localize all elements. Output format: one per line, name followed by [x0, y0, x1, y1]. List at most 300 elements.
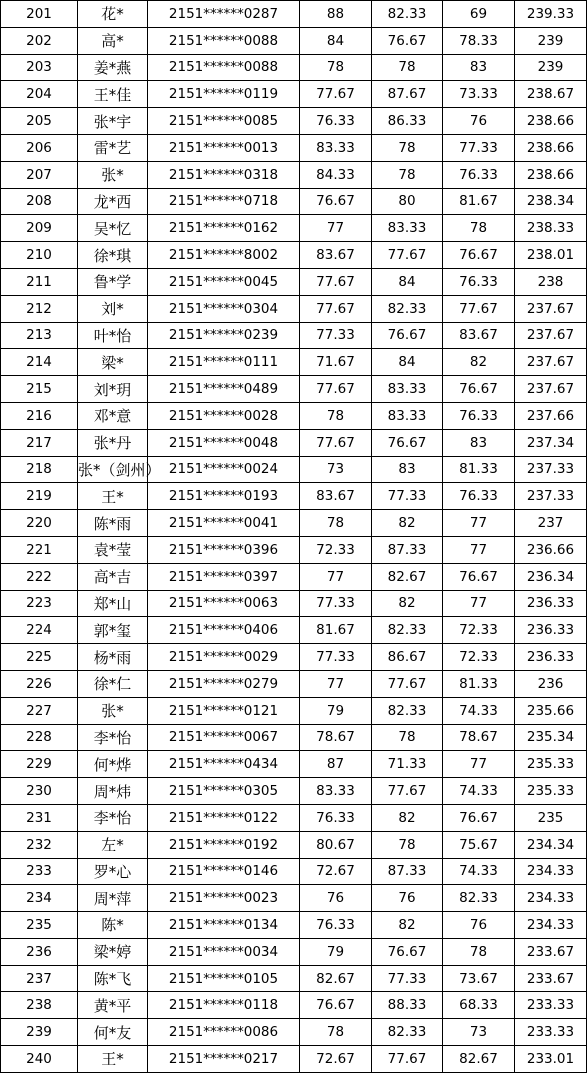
- score-2-cell: 77.33: [372, 965, 443, 992]
- id-cell: 2151******0122: [148, 804, 300, 831]
- score-3-cell: 76.67: [443, 563, 515, 590]
- score-3-cell: 78.67: [443, 724, 515, 751]
- table-row: [1, 617, 587, 644]
- name-cell: 邓*意: [78, 402, 148, 429]
- total-cell: 235.33: [515, 751, 587, 778]
- total-cell: 237.33: [515, 456, 587, 483]
- name-cell: 王*: [78, 1046, 148, 1073]
- score-3-cell: 76.33: [443, 402, 515, 429]
- name-cell: 郑*山: [78, 590, 148, 617]
- score-3-cell: 73.33: [443, 81, 515, 108]
- score-1-cell: 84: [300, 27, 372, 54]
- score-2-cell: 87.33: [372, 858, 443, 885]
- score-3-cell: 83.67: [443, 322, 515, 349]
- id-cell: 2151******0121: [148, 697, 300, 724]
- table-row: [1, 322, 587, 349]
- id-cell: 2151******0088: [148, 27, 300, 54]
- score-2-cell: 80: [372, 188, 443, 215]
- table-row: [1, 188, 587, 215]
- name-cell: 袁*莹: [78, 536, 148, 563]
- score-3-cell: 77.67: [443, 295, 515, 322]
- score-3-cell: 74.33: [443, 858, 515, 885]
- score-3-cell: 75.67: [443, 831, 515, 858]
- score-1-cell: 76.67: [300, 188, 372, 215]
- table-row: [1, 751, 587, 778]
- rank-cell: 236: [1, 938, 78, 965]
- table-row: [1, 590, 587, 617]
- total-cell: 238.34: [515, 188, 587, 215]
- score-1-cell: 77.67: [300, 268, 372, 295]
- rank-cell: 220: [1, 510, 78, 537]
- score-2-cell: 84: [372, 349, 443, 376]
- id-cell: 2151******0067: [148, 724, 300, 751]
- table-row: [1, 268, 587, 295]
- id-cell: 2151******0718: [148, 188, 300, 215]
- score-2-cell: 77.67: [372, 778, 443, 805]
- table-row: [1, 134, 587, 161]
- id-cell: 2151******0088: [148, 54, 300, 81]
- score-1-cell: 72.67: [300, 858, 372, 885]
- id-cell: 2151******0397: [148, 563, 300, 590]
- score-2-cell: 78: [372, 54, 443, 81]
- id-cell: 2151******0013: [148, 134, 300, 161]
- name-cell: 徐*琪: [78, 242, 148, 269]
- id-cell: 2151******0063: [148, 590, 300, 617]
- score-3-cell: 77: [443, 590, 515, 617]
- score-1-cell: 79: [300, 938, 372, 965]
- rank-cell: 223: [1, 590, 78, 617]
- score-1-cell: 84.33: [300, 161, 372, 188]
- score-3-cell: 78.33: [443, 27, 515, 54]
- name-cell: 梁*: [78, 349, 148, 376]
- total-cell: 236: [515, 670, 587, 697]
- rank-cell: 206: [1, 134, 78, 161]
- id-cell: 2151******0048: [148, 429, 300, 456]
- rank-cell: 231: [1, 804, 78, 831]
- name-cell: 徐*仁: [78, 670, 148, 697]
- score-1-cell: 76.33: [300, 804, 372, 831]
- score-2-cell: 82: [372, 510, 443, 537]
- name-cell: 陈*雨: [78, 510, 148, 537]
- rank-cell: 208: [1, 188, 78, 215]
- score-3-cell: 76.33: [443, 268, 515, 295]
- score-1-cell: 77.67: [300, 295, 372, 322]
- score-1-cell: 73: [300, 456, 372, 483]
- name-cell: 陈*飞: [78, 965, 148, 992]
- total-cell: 239.33: [515, 1, 587, 28]
- rank-cell: 203: [1, 54, 78, 81]
- total-cell: 233.67: [515, 938, 587, 965]
- score-1-cell: 72.67: [300, 1046, 372, 1073]
- total-cell: 234.34: [515, 831, 587, 858]
- total-cell: 237.34: [515, 429, 587, 456]
- table-row: [1, 1046, 587, 1073]
- name-cell: 杨*雨: [78, 644, 148, 671]
- total-cell: 235.33: [515, 778, 587, 805]
- name-cell: 左*: [78, 831, 148, 858]
- total-cell: 239: [515, 27, 587, 54]
- score-2-cell: 77.67: [372, 1046, 443, 1073]
- total-cell: 236.66: [515, 536, 587, 563]
- name-cell: 张*: [78, 697, 148, 724]
- score-1-cell: 83.33: [300, 778, 372, 805]
- score-3-cell: 68.33: [443, 992, 515, 1019]
- rank-cell: 217: [1, 429, 78, 456]
- name-cell: 姜*燕: [78, 54, 148, 81]
- score-1-cell: 83.67: [300, 483, 372, 510]
- score-3-cell: 77: [443, 751, 515, 778]
- rank-cell: 215: [1, 376, 78, 403]
- name-cell: 刘*: [78, 295, 148, 322]
- score-2-cell: 71.33: [372, 751, 443, 778]
- score-2-cell: 83.33: [372, 402, 443, 429]
- table-row: [1, 536, 587, 563]
- rank-cell: 228: [1, 724, 78, 751]
- table-row: [1, 376, 587, 403]
- id-cell: 2151******0434: [148, 751, 300, 778]
- id-cell: 2151******0119: [148, 81, 300, 108]
- table-row: [1, 885, 587, 912]
- score-3-cell: 76.67: [443, 804, 515, 831]
- score-1-cell: 77.33: [300, 590, 372, 617]
- rank-cell: 216: [1, 402, 78, 429]
- score-2-cell: 76.67: [372, 322, 443, 349]
- score-1-cell: 77: [300, 563, 372, 590]
- score-3-cell: 82.33: [443, 885, 515, 912]
- name-cell: 高*吉: [78, 563, 148, 590]
- rank-cell: 214: [1, 349, 78, 376]
- rank-cell: 229: [1, 751, 78, 778]
- name-cell: 罗*心: [78, 858, 148, 885]
- score-3-cell: 76: [443, 912, 515, 939]
- score-1-cell: 77: [300, 215, 372, 242]
- score-2-cell: 88.33: [372, 992, 443, 1019]
- table-row: [1, 670, 587, 697]
- table-row: [1, 108, 587, 135]
- score-2-cell: 82.33: [372, 1, 443, 28]
- rank-cell: 227: [1, 697, 78, 724]
- rank-cell: 232: [1, 831, 78, 858]
- total-cell: 234.33: [515, 858, 587, 885]
- score-3-cell: 77: [443, 510, 515, 537]
- table-row: [1, 27, 587, 54]
- table-row: [1, 81, 587, 108]
- id-cell: 2151******0318: [148, 161, 300, 188]
- rank-cell: 201: [1, 1, 78, 28]
- score-2-cell: 83: [372, 456, 443, 483]
- score-2-cell: 82: [372, 912, 443, 939]
- score-1-cell: 83.33: [300, 134, 372, 161]
- id-cell: 2151******0162: [148, 215, 300, 242]
- id-cell: 2151******0134: [148, 912, 300, 939]
- score-3-cell: 82.67: [443, 1046, 515, 1073]
- total-cell: 236.33: [515, 590, 587, 617]
- table-row: [1, 724, 587, 751]
- score-table-body: [1, 1, 587, 1073]
- rank-cell: 209: [1, 215, 78, 242]
- total-cell: 237.67: [515, 322, 587, 349]
- id-cell: 2151******0305: [148, 778, 300, 805]
- id-cell: 2151******0041: [148, 510, 300, 537]
- total-cell: 233.67: [515, 965, 587, 992]
- score-3-cell: 72.33: [443, 617, 515, 644]
- total-cell: 235.66: [515, 697, 587, 724]
- score-2-cell: 82.33: [372, 1019, 443, 1046]
- score-2-cell: 83.33: [372, 215, 443, 242]
- name-cell: 王*佳: [78, 81, 148, 108]
- score-1-cell: 77.67: [300, 429, 372, 456]
- name-cell: 张*: [78, 161, 148, 188]
- rank-cell: 222: [1, 563, 78, 590]
- rank-cell: 230: [1, 778, 78, 805]
- table-row: [1, 992, 587, 1019]
- id-cell: 2151******0034: [148, 938, 300, 965]
- score-2-cell: 78: [372, 161, 443, 188]
- table-row: [1, 804, 587, 831]
- score-1-cell: 77.67: [300, 81, 372, 108]
- name-cell: 王*: [78, 483, 148, 510]
- name-cell: 龙*西: [78, 188, 148, 215]
- id-cell: 2151******0489: [148, 376, 300, 403]
- total-cell: 237: [515, 510, 587, 537]
- score-2-cell: 78: [372, 134, 443, 161]
- score-1-cell: 87: [300, 751, 372, 778]
- rank-cell: 221: [1, 536, 78, 563]
- score-3-cell: 72.33: [443, 644, 515, 671]
- id-cell: 2151******0304: [148, 295, 300, 322]
- score-1-cell: 82.67: [300, 965, 372, 992]
- score-1-cell: 88: [300, 1, 372, 28]
- score-1-cell: 77.33: [300, 322, 372, 349]
- score-2-cell: 77.67: [372, 242, 443, 269]
- score-3-cell: 83: [443, 54, 515, 81]
- id-cell: 2151******0028: [148, 402, 300, 429]
- rank-cell: 225: [1, 644, 78, 671]
- total-cell: 238: [515, 268, 587, 295]
- id-cell: 2151******0023: [148, 885, 300, 912]
- score-1-cell: 71.67: [300, 349, 372, 376]
- id-cell: 2151******0105: [148, 965, 300, 992]
- name-cell: 张*（剑州）: [78, 456, 148, 483]
- table-row: [1, 938, 587, 965]
- total-cell: 233.33: [515, 992, 587, 1019]
- total-cell: 238.67: [515, 81, 587, 108]
- rank-cell: 238: [1, 992, 78, 1019]
- table-row: [1, 510, 587, 537]
- rank-cell: 207: [1, 161, 78, 188]
- name-cell: 何*烨: [78, 751, 148, 778]
- score-1-cell: 77.67: [300, 376, 372, 403]
- table-row: [1, 778, 587, 805]
- score-2-cell: 86.33: [372, 108, 443, 135]
- score-2-cell: 76: [372, 885, 443, 912]
- score-1-cell: 80.67: [300, 831, 372, 858]
- id-cell: 2151******0024: [148, 456, 300, 483]
- rank-cell: 233: [1, 858, 78, 885]
- table-row: [1, 1019, 587, 1046]
- score-3-cell: 76.67: [443, 242, 515, 269]
- id-cell: 2151******0146: [148, 858, 300, 885]
- rank-cell: 234: [1, 885, 78, 912]
- table-row: [1, 858, 587, 885]
- score-2-cell: 76.67: [372, 27, 443, 54]
- id-cell: 2151******0085: [148, 108, 300, 135]
- table-row: [1, 697, 587, 724]
- score-3-cell: 81.67: [443, 188, 515, 215]
- table-row: [1, 242, 587, 269]
- total-cell: 233.01: [515, 1046, 587, 1073]
- name-cell: 陈*: [78, 912, 148, 939]
- score-2-cell: 82.33: [372, 295, 443, 322]
- score-1-cell: 78: [300, 1019, 372, 1046]
- id-cell: 2151******8002: [148, 242, 300, 269]
- score-1-cell: 79: [300, 697, 372, 724]
- score-2-cell: 76.67: [372, 938, 443, 965]
- total-cell: 237.33: [515, 483, 587, 510]
- score-3-cell: 74.33: [443, 778, 515, 805]
- rank-cell: 202: [1, 27, 78, 54]
- id-cell: 2151******0287: [148, 1, 300, 28]
- rank-cell: 211: [1, 268, 78, 295]
- table-row: [1, 912, 587, 939]
- name-cell: 郭*玺: [78, 617, 148, 644]
- score-2-cell: 77.67: [372, 670, 443, 697]
- rank-cell: 219: [1, 483, 78, 510]
- table-row: [1, 215, 587, 242]
- id-cell: 2151******0029: [148, 644, 300, 671]
- score-2-cell: 78: [372, 724, 443, 751]
- name-cell: 周*萍: [78, 885, 148, 912]
- score-3-cell: 81.33: [443, 456, 515, 483]
- total-cell: 233.33: [515, 1019, 587, 1046]
- id-cell: 2151******0118: [148, 992, 300, 1019]
- rank-cell: 240: [1, 1046, 78, 1073]
- rank-cell: 212: [1, 295, 78, 322]
- table-row: [1, 54, 587, 81]
- score-2-cell: 83.33: [372, 376, 443, 403]
- score-3-cell: 82: [443, 349, 515, 376]
- score-1-cell: 77: [300, 670, 372, 697]
- score-1-cell: 78: [300, 54, 372, 81]
- table-row: [1, 644, 587, 671]
- score-2-cell: 82: [372, 590, 443, 617]
- score-2-cell: 77.33: [372, 483, 443, 510]
- total-cell: 236.33: [515, 644, 587, 671]
- name-cell: 高*: [78, 27, 148, 54]
- total-cell: 238.33: [515, 215, 587, 242]
- table-row: [1, 831, 587, 858]
- score-3-cell: 83: [443, 429, 515, 456]
- score-1-cell: 77.33: [300, 644, 372, 671]
- table-row: [1, 295, 587, 322]
- score-1-cell: 76.33: [300, 108, 372, 135]
- score-1-cell: 76.67: [300, 992, 372, 1019]
- name-cell: 花*: [78, 1, 148, 28]
- table-row: [1, 483, 587, 510]
- total-cell: 235.34: [515, 724, 587, 751]
- total-cell: 238.66: [515, 161, 587, 188]
- total-cell: 237.67: [515, 295, 587, 322]
- score-3-cell: 76.33: [443, 161, 515, 188]
- name-cell: 张*宇: [78, 108, 148, 135]
- rank-cell: 205: [1, 108, 78, 135]
- score-3-cell: 78: [443, 938, 515, 965]
- total-cell: 236.34: [515, 563, 587, 590]
- score-2-cell: 82.67: [372, 563, 443, 590]
- table-row: [1, 429, 587, 456]
- table-row: [1, 402, 587, 429]
- table-row: [1, 456, 587, 483]
- rank-cell: 237: [1, 965, 78, 992]
- id-cell: 2151******0406: [148, 617, 300, 644]
- id-cell: 2151******0192: [148, 831, 300, 858]
- id-cell: 2151******0111: [148, 349, 300, 376]
- score-1-cell: 76: [300, 885, 372, 912]
- score-2-cell: 76.67: [372, 429, 443, 456]
- score-2-cell: 84: [372, 268, 443, 295]
- total-cell: 236.33: [515, 617, 587, 644]
- rank-cell: 239: [1, 1019, 78, 1046]
- rank-cell: 226: [1, 670, 78, 697]
- score-3-cell: 76: [443, 108, 515, 135]
- rank-cell: 235: [1, 912, 78, 939]
- score-2-cell: 82.33: [372, 617, 443, 644]
- rank-cell: 204: [1, 81, 78, 108]
- table-row: [1, 563, 587, 590]
- total-cell: 237.67: [515, 376, 587, 403]
- table-row: [1, 965, 587, 992]
- id-cell: 2151******0279: [148, 670, 300, 697]
- score-3-cell: 77.33: [443, 134, 515, 161]
- score-3-cell: 69: [443, 1, 515, 28]
- score-3-cell: 74.33: [443, 697, 515, 724]
- name-cell: 刘*玥: [78, 376, 148, 403]
- name-cell: 何*友: [78, 1019, 148, 1046]
- score-2-cell: 82: [372, 804, 443, 831]
- score-3-cell: 78: [443, 215, 515, 242]
- score-3-cell: 76.67: [443, 376, 515, 403]
- score-1-cell: 78: [300, 510, 372, 537]
- rank-cell: 210: [1, 242, 78, 269]
- total-cell: 235: [515, 804, 587, 831]
- total-cell: 238.01: [515, 242, 587, 269]
- score-2-cell: 82.33: [372, 697, 443, 724]
- score-3-cell: 73.67: [443, 965, 515, 992]
- score-1-cell: 78.67: [300, 724, 372, 751]
- total-cell: 238.66: [515, 108, 587, 135]
- table-row: [1, 1, 587, 28]
- total-cell: 237.67: [515, 349, 587, 376]
- id-cell: 2151******0396: [148, 536, 300, 563]
- id-cell: 2151******0045: [148, 268, 300, 295]
- score-3-cell: 73: [443, 1019, 515, 1046]
- name-cell: 李*怡: [78, 804, 148, 831]
- score-1-cell: 81.67: [300, 617, 372, 644]
- name-cell: 梁*婷: [78, 938, 148, 965]
- total-cell: 237.66: [515, 402, 587, 429]
- name-cell: 黄*平: [78, 992, 148, 1019]
- table-row: [1, 349, 587, 376]
- name-cell: 李*怡: [78, 724, 148, 751]
- score-2-cell: 87.33: [372, 536, 443, 563]
- score-3-cell: 81.33: [443, 670, 515, 697]
- name-cell: 叶*怡: [78, 322, 148, 349]
- name-cell: 周*炜: [78, 778, 148, 805]
- rank-cell: 218: [1, 456, 78, 483]
- rank-cell: 213: [1, 322, 78, 349]
- score-1-cell: 72.33: [300, 536, 372, 563]
- score-2-cell: 87.67: [372, 81, 443, 108]
